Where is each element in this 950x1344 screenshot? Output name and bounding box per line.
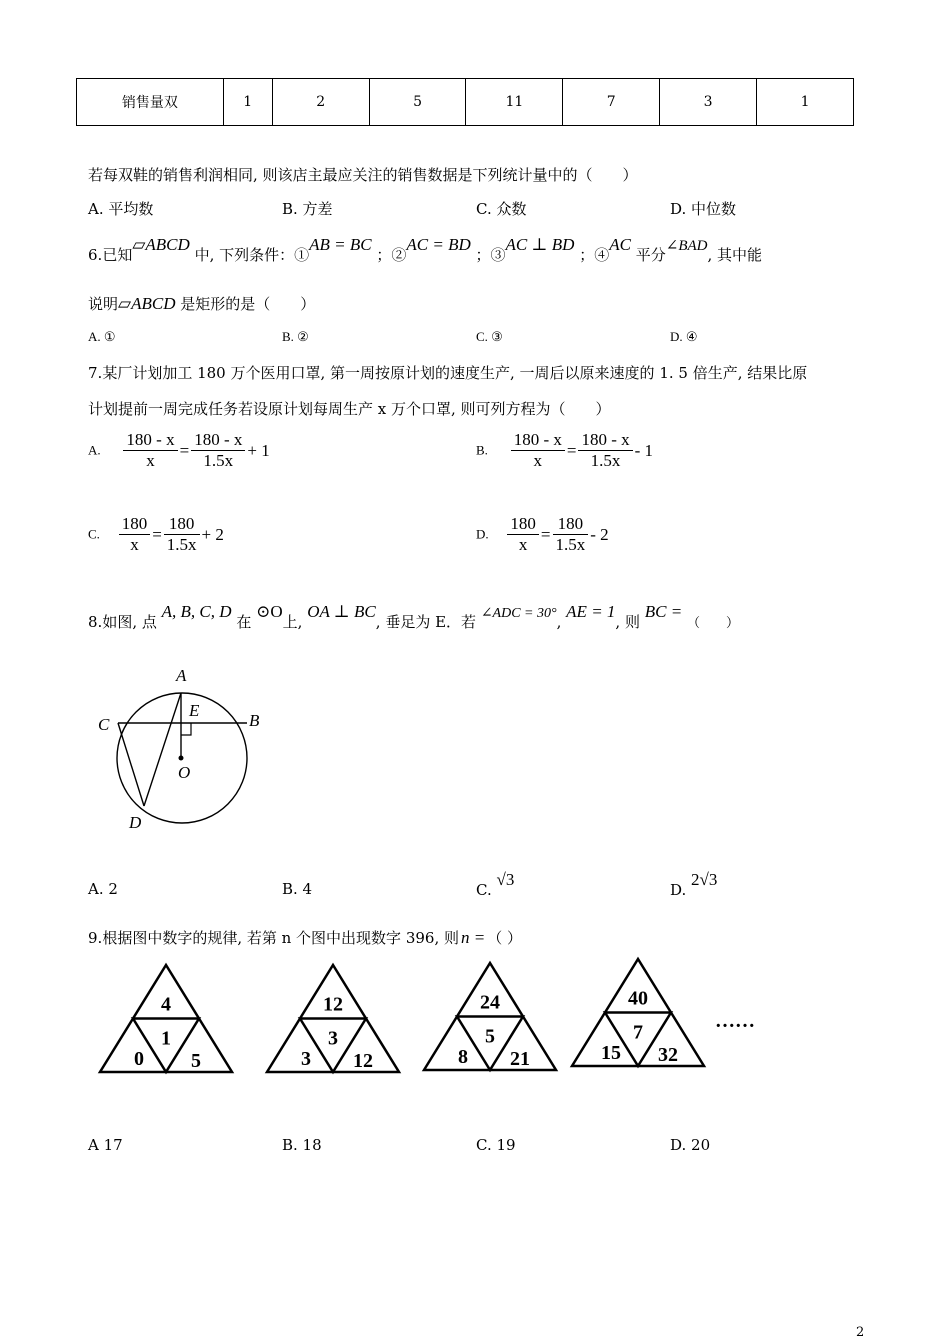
q6-stem: [88, 235, 763, 265]
q7-option-label: D.: [476, 526, 489, 542]
q7-c-fraction-1: $\frac{180}{x}$: [119, 514, 151, 555]
q6-option-c: C. ③: [476, 329, 503, 344]
q6-text: 是矩形的是（ ）: [180, 295, 316, 313]
q9-option-b: B. 18: [282, 1136, 322, 1154]
table-cell: 5: [369, 79, 466, 126]
q7-option-label: B.: [476, 442, 488, 458]
q8-text: , 垂足为 E．若: [375, 613, 477, 631]
q7-b-tail: - 1: [634, 440, 654, 460]
label-b: B: [249, 711, 260, 730]
label-d: D: [129, 813, 142, 832]
q7-a-fraction-2: $\frac{180 - x}{1.5x}$: [191, 430, 245, 471]
q6-text: 平分: [635, 246, 666, 264]
q6-text: 中, 下列条件：①: [194, 246, 310, 264]
triangle-left-number: 8: [458, 1046, 468, 1068]
q7-b-fraction-1: $\frac{180 - x}{x}$: [511, 430, 565, 471]
triangle-right-number: 21: [510, 1048, 530, 1070]
q8-text: 如图, 点: [102, 613, 157, 631]
q6-text: , 其中能: [707, 246, 763, 264]
q6-option-a: A. ①: [88, 329, 116, 344]
triangle-left-number: 15: [601, 1042, 621, 1064]
triangle-center-number: 7: [633, 1021, 643, 1044]
q7-stem-line2: 计划提前一周完成任务若设原计划每周生产 x 万个口罩, 则可列方程为（ ）: [88, 400, 611, 418]
q5-option-b: B. 方差: [282, 200, 333, 218]
center-point: [179, 756, 184, 761]
table-cell: 3: [660, 79, 757, 126]
number-triangle: [572, 959, 704, 1066]
q8-text: 在: [236, 613, 252, 631]
q6-math-condition-1: AB = BC: [309, 235, 372, 254]
q5-stem: 若每双鞋的销售利润相同, 则该店主最应关注的销售数据是下列统计量中的（ ）: [88, 166, 638, 184]
q6-math-condition-4: AC: [609, 235, 631, 254]
q7-a-fraction-1: $\frac{180 - x}{x}$: [123, 430, 177, 471]
q5-option-c: C. 众数: [476, 200, 527, 218]
q6-text: 已知: [102, 246, 133, 264]
q8-text: （ ）: [686, 615, 739, 630]
q9-number: 9.: [88, 929, 103, 947]
q8-math-points: A, B, C, D: [161, 602, 232, 621]
q7-stem-line1: [88, 362, 807, 383]
q6-math-condition-3: AC ⊥ BD: [505, 235, 575, 254]
triangle-left-number: 3: [301, 1048, 311, 1070]
q5-option-a: A. 平均数: [88, 200, 154, 218]
q8-text: , 则: [615, 613, 640, 631]
q7-c-fraction-2: $\frac{180}{1.5x}$: [164, 514, 200, 555]
triangle-center-number: 5: [485, 1025, 495, 1048]
page-number: 2: [856, 1325, 865, 1340]
triangle-top-number: 40: [628, 987, 648, 1010]
q9-option-c: C. 19: [476, 1136, 516, 1154]
label-c: C: [98, 715, 110, 734]
q9-math: n =: [460, 928, 486, 947]
triangle-left-number: 0: [134, 1048, 144, 1070]
q9-stem: [88, 927, 522, 948]
q7-option-c: [88, 514, 226, 555]
q6-option-b: B. ②: [282, 329, 309, 344]
q7-a-tail: + 1: [247, 440, 270, 460]
table-cell: 11: [466, 79, 563, 126]
number-triangle: [100, 965, 232, 1072]
q7-text: 某厂计划加工 180 万个医用口罩, 第一周按原计划的速度生产, 一周后以原来速度的 1. 5 倍生产, 结果比原: [102, 364, 808, 382]
equals-sign: =: [179, 440, 190, 460]
label-a: A: [176, 666, 187, 685]
q6-number: 6.: [88, 246, 103, 264]
q6-math-parallelogram: ▱ABCD: [132, 235, 190, 254]
label-e: E: [189, 701, 200, 720]
q8-math-ae: AE = 1: [566, 602, 616, 621]
label-o: O: [178, 763, 191, 782]
triangle-top-number: 12: [323, 993, 343, 1016]
q6-math-parallelogram: ▱ABCD: [118, 294, 176, 313]
triangle-top-number: 24: [480, 991, 500, 1014]
triangle-center-number: 3: [328, 1027, 338, 1050]
sales-table: [76, 78, 854, 126]
q8-math-bc: BC =: [644, 602, 683, 621]
q8-option-a: A. 2: [88, 880, 118, 898]
q7-option-a: [88, 430, 272, 471]
q8-number: 8.: [88, 613, 103, 631]
q8-math-angle: ∠ADC = 30°: [480, 606, 557, 621]
table-header-cell: 销售量双: [77, 79, 224, 126]
segment-ad: [144, 693, 181, 806]
q8-option-c: C. √3: [476, 870, 515, 899]
table-cell: 1: [757, 79, 854, 126]
equals-sign: =: [540, 524, 551, 544]
q7-d-fraction-1: $\frac{180}{x}$: [507, 514, 539, 555]
q9-triangle-figure: [95, 955, 785, 1080]
q8-text: 上,: [282, 613, 303, 631]
ellipsis: ……: [715, 1010, 755, 1032]
q8-option-c-math: √3: [496, 870, 515, 889]
triangle-right-number: 12: [353, 1050, 373, 1072]
q7-b-fraction-2: $\frac{180 - x}{1.5x}$: [578, 430, 632, 471]
q7-c-tail: + 2: [201, 524, 224, 544]
number-triangle: [424, 963, 556, 1070]
q6-text: ；③: [475, 246, 506, 264]
number-triangle: [267, 965, 399, 1072]
q9-text: （ ）: [487, 929, 522, 947]
q6-math-angle: ∠BAD: [665, 238, 708, 254]
q8-circle-figure: [90, 660, 280, 840]
q7-option-label: C.: [88, 526, 100, 542]
right-angle-mark: [181, 723, 191, 735]
q6-text: ；④: [579, 246, 610, 264]
triangle-center-number: 1: [161, 1027, 171, 1050]
triangle-right-number: 5: [191, 1050, 201, 1072]
q6-stem-line2: [88, 293, 315, 314]
q6-text: 说明: [88, 295, 119, 313]
q6-text: ；②: [376, 246, 407, 264]
q7-option-b: [476, 430, 655, 471]
triangle-top-number: 4: [161, 993, 171, 1016]
equals-sign: =: [566, 440, 577, 460]
q6-option-d: D. ④: [670, 329, 698, 344]
table-cell: 1: [223, 79, 272, 126]
q9-text: 根据图中数字的规律, 若第 n 个图中出现数字 396, 则: [102, 929, 459, 947]
q9-option-d: D. 20: [670, 1136, 711, 1154]
q7-option-d: [476, 514, 611, 555]
equals-sign: =: [152, 524, 162, 544]
triangle-right-number: 32: [658, 1044, 678, 1066]
q7-number: 7.: [88, 364, 103, 382]
q7-d-tail: - 2: [590, 524, 609, 544]
table-cell: 7: [563, 79, 660, 126]
q8-option-d-math: 2√3: [691, 870, 718, 889]
q8-option-b: B. 4: [282, 880, 313, 898]
q9-option-a: A 17: [88, 1136, 123, 1154]
q8-option-d: D. 2√3: [670, 870, 718, 899]
table-row: [77, 79, 854, 126]
q8-math-circle: ⊙O: [256, 602, 283, 621]
q7-option-label: A.: [88, 442, 101, 458]
q8-text: ,: [556, 613, 562, 631]
segment-cd: [118, 723, 144, 806]
table-cell: 2: [272, 79, 369, 126]
q6-math-condition-2: AC = BD: [406, 235, 471, 254]
q7-d-fraction-2: $\frac{180}{1.5x}$: [553, 514, 589, 555]
q8-math-perpendicular: OA ⊥ BC: [307, 602, 376, 621]
q5-option-d: D. 中位数: [670, 200, 737, 218]
q8-stem: [88, 602, 739, 632]
